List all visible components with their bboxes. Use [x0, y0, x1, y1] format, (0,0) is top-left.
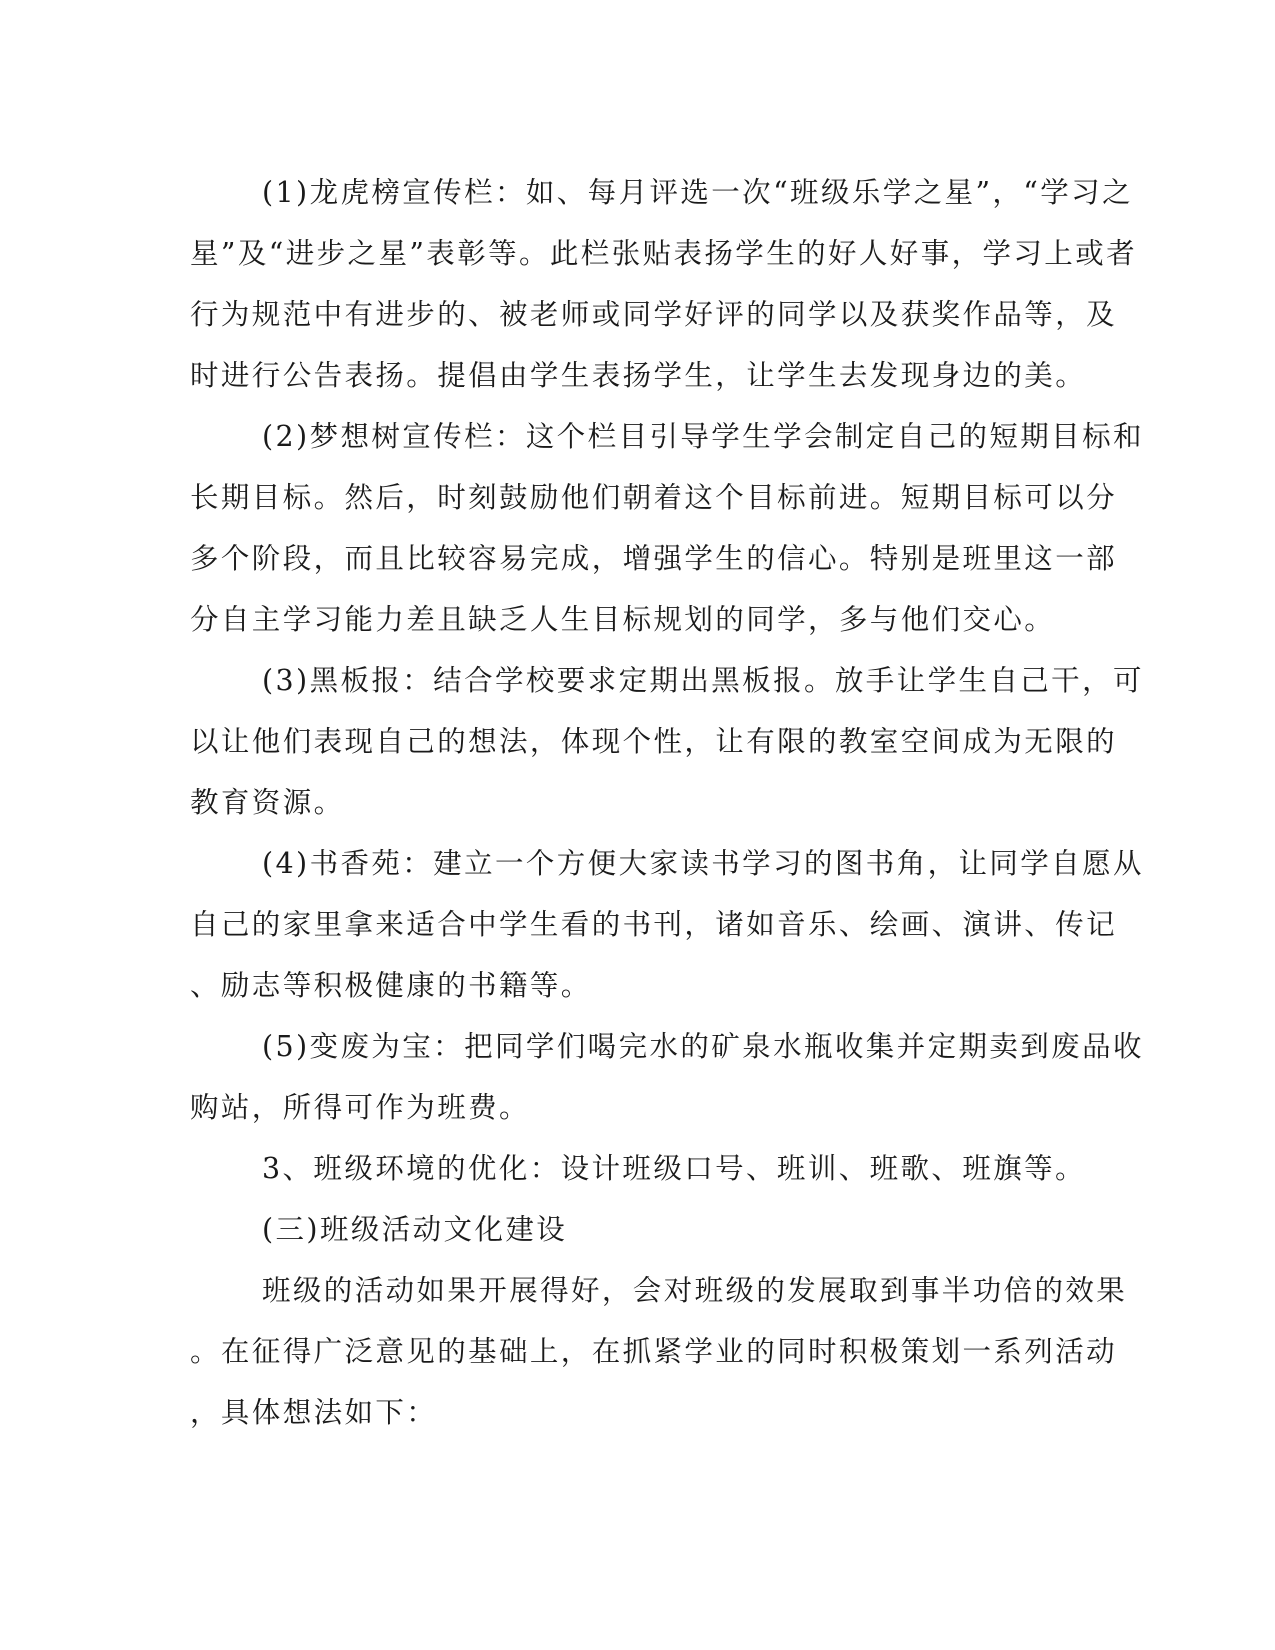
text-line: 3、班级环境的优化：设计班级口号、班训、班歌、班旗等。 [262, 1152, 1086, 1185]
text-line: 多个阶段，而且比较容易完成，增强学生的信心。特别是班里这一部 [190, 542, 1118, 575]
text-line: 时进行公告表扬。提倡由学生表扬学生，让学生去发现身边的美。 [190, 359, 1087, 392]
text-line: (5)变废为宝：把同学们喝完水的矿泉水瓶收集并定期卖到废品收 [262, 1030, 1144, 1063]
text-line: 、励志等积极健康的书籍等。 [190, 969, 592, 1002]
text-line: 教育资源。 [190, 786, 345, 819]
text-line: (1)龙虎榜宣传栏：如、每月评选一次“班级乐学之星”，“学习之 [262, 176, 1133, 209]
text-line: 购站，所得可作为班费。 [190, 1091, 530, 1124]
text-line: 长期目标。然后，时刻鼓励他们朝着这个目标前进。短期目标可以分 [190, 481, 1118, 514]
text-line: (2)梦想树宣传栏：这个栏目引导学生学会制定自己的短期目标和 [262, 420, 1144, 453]
text-line: 星”及“进步之星”表彰等。此栏张贴表扬学生的好人好事，学习上或者 [190, 237, 1138, 270]
section-heading: (三)班级活动文化建设 [262, 1213, 568, 1246]
text-line: 以让他们表现自己的想法，体现个性，让有限的教室空间成为无限的 [190, 725, 1118, 758]
document-body [190, 162, 1144, 1443]
text-line: ，具体想法如下： [190, 1396, 438, 1429]
text-line: 。在征得广泛意见的基础上，在抓紧学业的同时积极策划一系列活动 [190, 1335, 1118, 1368]
text-line: 行为规范中有进步的、被老师或同学好评的同学以及获奖作品等，及 [190, 298, 1118, 331]
text-line: (4)书香苑：建立一个方便大家读书学习的图书角，让同学自愿从 [262, 847, 1144, 880]
text-line: 自己的家里拿来适合中学生看的书刊，诸如音乐、绘画、演讲、传记 [190, 908, 1118, 941]
text-line: (3)黑板报：结合学校要求定期出黑板报。放手让学生自己干，可 [262, 664, 1144, 697]
text-line: 班级的活动如果开展得好，会对班级的发展取到事半功倍的效果 [262, 1274, 1128, 1307]
text-line: 分自主学习能力差且缺乏人生目标规划的同学，多与他们交心。 [190, 603, 1056, 636]
